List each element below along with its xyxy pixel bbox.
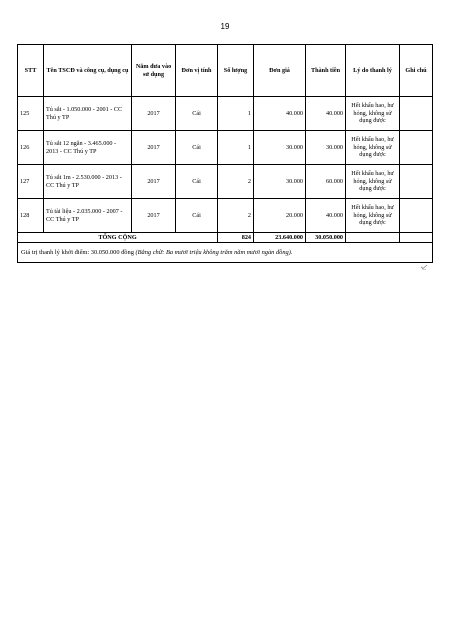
cell-unit-price: 30.000 xyxy=(254,165,306,199)
note-end: . xyxy=(290,248,293,256)
cell-amount: 30.000 xyxy=(306,131,346,165)
header-reason: Lý do thanh lý xyxy=(346,45,400,97)
cell-notes xyxy=(400,131,433,165)
table-row xyxy=(18,131,433,165)
cell-stt: 125 xyxy=(18,97,44,131)
cell-notes xyxy=(400,97,433,131)
cell-quantity: 1 xyxy=(218,97,254,131)
table-row xyxy=(18,165,433,199)
cell-asset-name: Tủ sắt - 1.050.000 - 2001 - CC Thú y TP xyxy=(44,97,132,131)
note-in-words: (Bằng chữ: Ba mươi triệu không trăm năm mươi ngàn đồng) xyxy=(135,248,291,256)
cell-quantity: 1 xyxy=(218,131,254,165)
total-amount: 30.050.000 xyxy=(306,233,346,243)
cell-unit-price: 30.000 xyxy=(254,131,306,165)
cell-reason: Hết khấu hao, hư hỏng, không sử dụng được xyxy=(346,131,400,165)
cell-year: 2017 xyxy=(132,97,176,131)
cell-unit: Cái xyxy=(176,97,218,131)
cell-quantity: 2 xyxy=(218,199,254,233)
cell-stt: 126 xyxy=(18,131,44,165)
cell-reason: Hết khấu hao, hư hỏng, không sử dụng được xyxy=(346,199,400,233)
total-quantity: 824 xyxy=(218,233,254,243)
header-unit-price: Đơn giá xyxy=(254,45,306,97)
header-notes: Ghi chú xyxy=(400,45,433,97)
cell-reason: Hết khấu hao, hư hỏng, không sử dụng được xyxy=(346,97,400,131)
cell-notes xyxy=(400,165,433,199)
total-label: TỔNG CỘNG xyxy=(18,233,218,243)
cell-notes xyxy=(400,199,433,233)
cell-unit-price: 40.000 xyxy=(254,97,306,131)
pen-tick-mark xyxy=(420,263,428,271)
cell-quantity: 2 xyxy=(218,165,254,199)
cell-year: 2017 xyxy=(132,199,176,233)
cell-asset-name: Tủ sắt 1m - 2.530.000 - 2013 - CC Thú y TP xyxy=(44,165,132,199)
cell-stt: 128 xyxy=(18,199,44,233)
cell-unit: Cái xyxy=(176,131,218,165)
table-row xyxy=(18,97,433,131)
table-row xyxy=(18,199,433,233)
page-number: 19 xyxy=(220,22,230,31)
total-notes-empty xyxy=(400,233,433,243)
asset-liquidation-table xyxy=(17,44,433,263)
cell-amount: 60.000 xyxy=(306,165,346,199)
total-reason-empty xyxy=(346,233,400,243)
header-year-in-use: Năm đưa vào sử dụng xyxy=(132,45,176,97)
total-unit-price: 23.640.000 xyxy=(254,233,306,243)
header-quantity: Số lượng xyxy=(218,45,254,97)
cell-unit-price: 20.000 xyxy=(254,199,306,233)
liquidation-value-note xyxy=(18,243,433,263)
note-row xyxy=(18,243,433,263)
header-amount: Thành tiền xyxy=(306,45,346,97)
cell-amount: 40.000 xyxy=(306,97,346,131)
cell-unit: Cái xyxy=(176,199,218,233)
total-row xyxy=(18,233,433,243)
cell-unit: Cái xyxy=(176,165,218,199)
header-stt: STT xyxy=(18,45,44,97)
cell-reason: Hết khấu hao, hư hỏng, không sử dụng được xyxy=(346,165,400,199)
note-main: Giá trị thanh lý khởi điểm: 30.050.000 đồng xyxy=(21,248,136,256)
cell-amount: 40.000 xyxy=(306,199,346,233)
cell-asset-name: Tủ tài liệu - 2.035.000 - 2007 - CC Thú y TP xyxy=(44,199,132,233)
cell-asset-name: Tủ sắt 12 ngăn - 3.465.000 - 2013 - CC Thú y TP xyxy=(44,131,132,165)
cell-stt: 127 xyxy=(18,165,44,199)
cell-year: 2017 xyxy=(132,165,176,199)
cell-year: 2017 xyxy=(132,131,176,165)
header-asset-name: Tên TSCĐ và công cụ, dụng cụ xyxy=(44,45,132,97)
header-row xyxy=(18,45,433,97)
header-unit: Đơn vị tính xyxy=(176,45,218,97)
